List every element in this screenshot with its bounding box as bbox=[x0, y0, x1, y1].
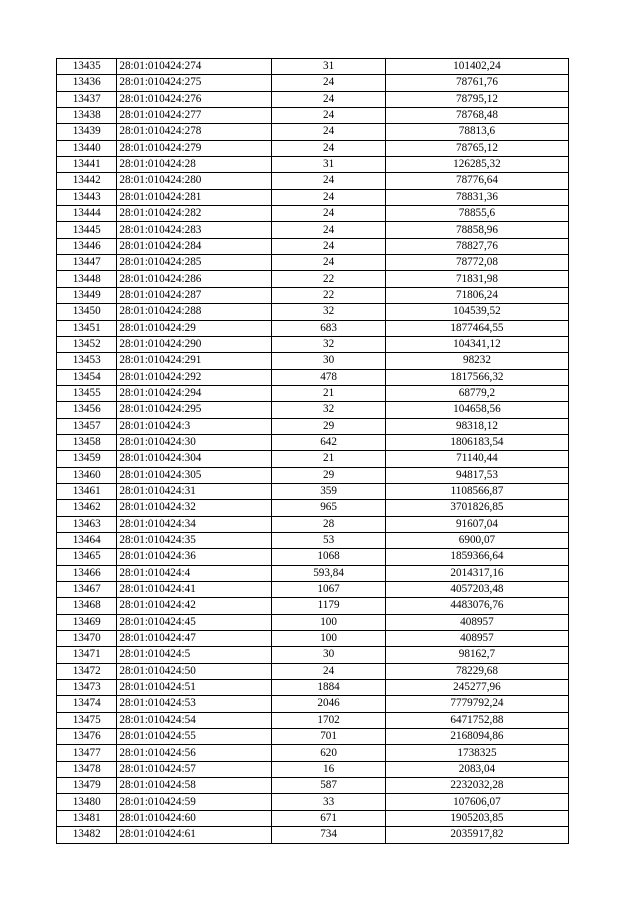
record-number-cell: 13469 bbox=[57, 614, 117, 630]
table-row bbox=[57, 369, 569, 385]
table-row bbox=[57, 434, 569, 450]
cadastral-value-cell: 7779792,24 bbox=[385, 696, 568, 712]
table-row bbox=[57, 712, 569, 728]
area-cell: 24 bbox=[272, 206, 386, 222]
cadastral-value-cell: 78813,6 bbox=[385, 124, 568, 140]
cadastral-value-cell: 1108566,87 bbox=[385, 483, 568, 499]
cadastral-number-cell: 28:01:010424:57 bbox=[117, 761, 272, 777]
record-number-cell: 13464 bbox=[57, 532, 117, 548]
cadastral-number-cell: 28:01:010424:282 bbox=[117, 206, 272, 222]
record-number-cell: 13466 bbox=[57, 565, 117, 581]
cadastral-number-cell: 28:01:010424:305 bbox=[117, 467, 272, 483]
table-row bbox=[57, 336, 569, 352]
area-cell: 24 bbox=[272, 108, 386, 124]
cadastral-number-cell: 28:01:010424:41 bbox=[117, 582, 272, 598]
cadastral-value-cell: 71140,44 bbox=[385, 451, 568, 467]
table-row bbox=[57, 320, 569, 336]
record-number-cell: 13451 bbox=[57, 320, 117, 336]
cadastral-number-cell: 28:01:010424:53 bbox=[117, 696, 272, 712]
table-row bbox=[57, 810, 569, 826]
record-number-cell: 13452 bbox=[57, 336, 117, 352]
cadastral-value-cell: 1806183,54 bbox=[385, 434, 568, 450]
record-number-cell: 13472 bbox=[57, 663, 117, 679]
area-cell: 24 bbox=[272, 255, 386, 271]
record-number-cell: 13442 bbox=[57, 173, 117, 189]
area-cell: 31 bbox=[272, 59, 386, 75]
table-row bbox=[57, 631, 569, 647]
cadastral-value-cell: 126285,32 bbox=[385, 157, 568, 173]
table-row bbox=[57, 582, 569, 598]
area-cell: 587 bbox=[272, 778, 386, 794]
table-row bbox=[57, 500, 569, 516]
record-number-cell: 13468 bbox=[57, 598, 117, 614]
table-row bbox=[57, 304, 569, 320]
cadastral-number-cell: 28:01:010424:288 bbox=[117, 304, 272, 320]
cadastral-number-cell: 28:01:010424:279 bbox=[117, 140, 272, 156]
cadastral-value-cell: 1877464,55 bbox=[385, 320, 568, 336]
cadastral-value-cell: 2232032,28 bbox=[385, 778, 568, 794]
cadastral-number-cell: 28:01:010424:281 bbox=[117, 189, 272, 205]
area-cell: 620 bbox=[272, 745, 386, 761]
cadastral-number-cell: 28:01:010424:29 bbox=[117, 320, 272, 336]
area-cell: 32 bbox=[272, 304, 386, 320]
area-cell: 24 bbox=[272, 173, 386, 189]
record-number-cell: 13474 bbox=[57, 696, 117, 712]
record-number-cell: 13446 bbox=[57, 238, 117, 254]
area-cell: 1068 bbox=[272, 549, 386, 565]
cadastral-number-cell: 28:01:010424:42 bbox=[117, 598, 272, 614]
cadastral-value-cell: 245277,96 bbox=[385, 680, 568, 696]
cadastral-number-cell: 28:01:010424:55 bbox=[117, 729, 272, 745]
cadastral-value-cell: 78776,64 bbox=[385, 173, 568, 189]
table-row bbox=[57, 483, 569, 499]
cadastral-number-cell: 28:01:010424:5 bbox=[117, 647, 272, 663]
area-cell: 32 bbox=[272, 402, 386, 418]
record-number-cell: 13471 bbox=[57, 647, 117, 663]
cadastral-value-cell: 1738325 bbox=[385, 745, 568, 761]
area-cell: 1179 bbox=[272, 598, 386, 614]
table-row bbox=[57, 549, 569, 565]
table-row bbox=[57, 565, 569, 581]
cadastral-value-cell: 78229,68 bbox=[385, 663, 568, 679]
table-row bbox=[57, 189, 569, 205]
area-cell: 100 bbox=[272, 614, 386, 630]
area-cell: 24 bbox=[272, 140, 386, 156]
table-row bbox=[57, 385, 569, 401]
cadastral-value-cell: 78765,12 bbox=[385, 140, 568, 156]
record-number-cell: 13480 bbox=[57, 794, 117, 810]
cadastral-value-cell: 1817566,32 bbox=[385, 369, 568, 385]
cadastral-value-cell: 78858,96 bbox=[385, 222, 568, 238]
cadastral-value-cell: 2168094,86 bbox=[385, 729, 568, 745]
record-number-cell: 13443 bbox=[57, 189, 117, 205]
cadastral-number-cell: 28:01:010424:30 bbox=[117, 434, 272, 450]
cadastral-number-cell: 28:01:010424:31 bbox=[117, 483, 272, 499]
area-cell: 53 bbox=[272, 532, 386, 548]
cadastral-value-cell: 101402,24 bbox=[385, 59, 568, 75]
cadastral-value-cell: 78827,76 bbox=[385, 238, 568, 254]
cadastral-number-cell: 28:01:010424:51 bbox=[117, 680, 272, 696]
area-cell: 1067 bbox=[272, 582, 386, 598]
table-row bbox=[57, 467, 569, 483]
cadastral-value-cell: 104658,56 bbox=[385, 402, 568, 418]
cadastral-value-cell: 104341,12 bbox=[385, 336, 568, 352]
cadastral-number-cell: 28:01:010424:277 bbox=[117, 108, 272, 124]
table-row bbox=[57, 663, 569, 679]
area-cell: 24 bbox=[272, 91, 386, 107]
cadastral-number-cell: 28:01:010424:280 bbox=[117, 173, 272, 189]
area-cell: 701 bbox=[272, 729, 386, 745]
table-body bbox=[57, 59, 569, 844]
cadastral-number-cell: 28:01:010424:36 bbox=[117, 549, 272, 565]
table-row bbox=[57, 157, 569, 173]
cadastral-number-cell: 28:01:010424:274 bbox=[117, 59, 272, 75]
cadastral-number-cell: 28:01:010424:28 bbox=[117, 157, 272, 173]
record-number-cell: 13475 bbox=[57, 712, 117, 728]
cadastral-value-cell: 408957 bbox=[385, 631, 568, 647]
cadastral-value-cell: 78795,12 bbox=[385, 91, 568, 107]
table-row bbox=[57, 532, 569, 548]
area-cell: 22 bbox=[272, 287, 386, 303]
cadastral-value-cell: 78768,48 bbox=[385, 108, 568, 124]
cadastral-number-cell: 28:01:010424:61 bbox=[117, 827, 272, 843]
cadastral-number-cell: 28:01:010424:54 bbox=[117, 712, 272, 728]
cadastral-number-cell: 28:01:010424:292 bbox=[117, 369, 272, 385]
table-row bbox=[57, 647, 569, 663]
record-number-cell: 13458 bbox=[57, 434, 117, 450]
record-number-cell: 13473 bbox=[57, 680, 117, 696]
record-number-cell: 13438 bbox=[57, 108, 117, 124]
table-row bbox=[57, 353, 569, 369]
cadastral-value-table bbox=[56, 58, 569, 844]
table-row bbox=[57, 761, 569, 777]
table-row bbox=[57, 418, 569, 434]
cadastral-number-cell: 28:01:010424:56 bbox=[117, 745, 272, 761]
table-row bbox=[57, 696, 569, 712]
record-number-cell: 13435 bbox=[57, 59, 117, 75]
cadastral-value-cell: 2035917,82 bbox=[385, 827, 568, 843]
record-number-cell: 13457 bbox=[57, 418, 117, 434]
cadastral-value-cell: 94817,53 bbox=[385, 467, 568, 483]
table-row bbox=[57, 91, 569, 107]
record-number-cell: 13456 bbox=[57, 402, 117, 418]
table-row bbox=[57, 140, 569, 156]
cadastral-number-cell: 28:01:010424:294 bbox=[117, 385, 272, 401]
record-number-cell: 13462 bbox=[57, 500, 117, 516]
table-row bbox=[57, 75, 569, 91]
cadastral-value-cell: 4057203,48 bbox=[385, 582, 568, 598]
cadastral-value-cell: 78831,36 bbox=[385, 189, 568, 205]
area-cell: 100 bbox=[272, 631, 386, 647]
cadastral-number-cell: 28:01:010424:4 bbox=[117, 565, 272, 581]
record-number-cell: 13441 bbox=[57, 157, 117, 173]
area-cell: 1884 bbox=[272, 680, 386, 696]
cadastral-number-cell: 28:01:010424:59 bbox=[117, 794, 272, 810]
record-number-cell: 13436 bbox=[57, 75, 117, 91]
table-row bbox=[57, 680, 569, 696]
record-number-cell: 13440 bbox=[57, 140, 117, 156]
table-row bbox=[57, 206, 569, 222]
record-number-cell: 13450 bbox=[57, 304, 117, 320]
area-cell: 24 bbox=[272, 222, 386, 238]
table-row bbox=[57, 287, 569, 303]
area-cell: 671 bbox=[272, 810, 386, 826]
cadastral-value-cell: 71806,24 bbox=[385, 287, 568, 303]
area-cell: 30 bbox=[272, 353, 386, 369]
table-row bbox=[57, 124, 569, 140]
cadastral-value-cell: 104539,52 bbox=[385, 304, 568, 320]
table-row bbox=[57, 451, 569, 467]
cadastral-number-cell: 28:01:010424:284 bbox=[117, 238, 272, 254]
area-cell: 683 bbox=[272, 320, 386, 336]
cadastral-number-cell: 28:01:010424:304 bbox=[117, 451, 272, 467]
area-cell: 24 bbox=[272, 124, 386, 140]
area-cell: 29 bbox=[272, 418, 386, 434]
record-number-cell: 13463 bbox=[57, 516, 117, 532]
record-number-cell: 13449 bbox=[57, 287, 117, 303]
table-row bbox=[57, 827, 569, 843]
record-number-cell: 13470 bbox=[57, 631, 117, 647]
area-cell: 28 bbox=[272, 516, 386, 532]
record-number-cell: 13459 bbox=[57, 451, 117, 467]
cadastral-number-cell: 28:01:010424:285 bbox=[117, 255, 272, 271]
cadastral-number-cell: 28:01:010424:3 bbox=[117, 418, 272, 434]
cadastral-value-cell: 1859366,64 bbox=[385, 549, 568, 565]
table-row bbox=[57, 614, 569, 630]
area-cell: 2046 bbox=[272, 696, 386, 712]
area-cell: 24 bbox=[272, 663, 386, 679]
area-cell: 24 bbox=[272, 189, 386, 205]
cadastral-value-cell: 78772,08 bbox=[385, 255, 568, 271]
table-row bbox=[57, 778, 569, 794]
cadastral-number-cell: 28:01:010424:47 bbox=[117, 631, 272, 647]
record-number-cell: 13479 bbox=[57, 778, 117, 794]
cadastral-value-cell: 2083,04 bbox=[385, 761, 568, 777]
cadastral-number-cell: 28:01:010424:287 bbox=[117, 287, 272, 303]
cadastral-value-cell: 4483076,76 bbox=[385, 598, 568, 614]
cadastral-value-cell: 6471752,88 bbox=[385, 712, 568, 728]
cadastral-number-cell: 28:01:010424:60 bbox=[117, 810, 272, 826]
area-cell: 33 bbox=[272, 794, 386, 810]
area-cell: 359 bbox=[272, 483, 386, 499]
record-number-cell: 13444 bbox=[57, 206, 117, 222]
table-row bbox=[57, 59, 569, 75]
cadastral-number-cell: 28:01:010424:291 bbox=[117, 353, 272, 369]
area-cell: 21 bbox=[272, 385, 386, 401]
area-cell: 16 bbox=[272, 761, 386, 777]
record-number-cell: 13437 bbox=[57, 91, 117, 107]
record-number-cell: 13439 bbox=[57, 124, 117, 140]
record-number-cell: 13478 bbox=[57, 761, 117, 777]
cadastral-number-cell: 28:01:010424:45 bbox=[117, 614, 272, 630]
cadastral-value-cell: 107606,07 bbox=[385, 794, 568, 810]
area-cell: 31 bbox=[272, 157, 386, 173]
area-cell: 24 bbox=[272, 238, 386, 254]
cadastral-number-cell: 28:01:010424:278 bbox=[117, 124, 272, 140]
area-cell: 32 bbox=[272, 336, 386, 352]
record-number-cell: 13445 bbox=[57, 222, 117, 238]
cadastral-number-cell: 28:01:010424:286 bbox=[117, 271, 272, 287]
record-number-cell: 13482 bbox=[57, 827, 117, 843]
table-row bbox=[57, 108, 569, 124]
record-number-cell: 13448 bbox=[57, 271, 117, 287]
cadastral-value-cell: 3701826,85 bbox=[385, 500, 568, 516]
cadastral-number-cell: 28:01:010424:290 bbox=[117, 336, 272, 352]
cadastral-value-cell: 408957 bbox=[385, 614, 568, 630]
cadastral-value-cell: 98162,7 bbox=[385, 647, 568, 663]
table-row bbox=[57, 173, 569, 189]
table-row bbox=[57, 794, 569, 810]
area-cell: 734 bbox=[272, 827, 386, 843]
record-number-cell: 13460 bbox=[57, 467, 117, 483]
table-row bbox=[57, 729, 569, 745]
record-number-cell: 13455 bbox=[57, 385, 117, 401]
area-cell: 965 bbox=[272, 500, 386, 516]
record-number-cell: 13467 bbox=[57, 582, 117, 598]
cadastral-value-cell: 98232 bbox=[385, 353, 568, 369]
cadastral-value-cell: 98318,12 bbox=[385, 418, 568, 434]
table-row bbox=[57, 255, 569, 271]
record-number-cell: 13476 bbox=[57, 729, 117, 745]
area-cell: 24 bbox=[272, 75, 386, 91]
table-row bbox=[57, 745, 569, 761]
cadastral-number-cell: 28:01:010424:58 bbox=[117, 778, 272, 794]
cadastral-number-cell: 28:01:010424:283 bbox=[117, 222, 272, 238]
area-cell: 642 bbox=[272, 434, 386, 450]
cadastral-value-cell: 91607,04 bbox=[385, 516, 568, 532]
cadastral-value-cell: 1905203,85 bbox=[385, 810, 568, 826]
record-number-cell: 13447 bbox=[57, 255, 117, 271]
area-cell: 22 bbox=[272, 271, 386, 287]
table-row bbox=[57, 516, 569, 532]
area-cell: 30 bbox=[272, 647, 386, 663]
table-row bbox=[57, 238, 569, 254]
table-row bbox=[57, 598, 569, 614]
area-cell: 593,84 bbox=[272, 565, 386, 581]
record-number-cell: 13477 bbox=[57, 745, 117, 761]
record-number-cell: 13465 bbox=[57, 549, 117, 565]
cadastral-number-cell: 28:01:010424:275 bbox=[117, 75, 272, 91]
area-cell: 29 bbox=[272, 467, 386, 483]
cadastral-value-cell: 6900,07 bbox=[385, 532, 568, 548]
record-number-cell: 13454 bbox=[57, 369, 117, 385]
cadastral-number-cell: 28:01:010424:295 bbox=[117, 402, 272, 418]
record-number-cell: 13481 bbox=[57, 810, 117, 826]
cadastral-value-cell: 78855,6 bbox=[385, 206, 568, 222]
area-cell: 478 bbox=[272, 369, 386, 385]
area-cell: 21 bbox=[272, 451, 386, 467]
area-cell: 1702 bbox=[272, 712, 386, 728]
cadastral-number-cell: 28:01:010424:35 bbox=[117, 532, 272, 548]
cadastral-number-cell: 28:01:010424:32 bbox=[117, 500, 272, 516]
record-number-cell: 13461 bbox=[57, 483, 117, 499]
cadastral-number-cell: 28:01:010424:50 bbox=[117, 663, 272, 679]
table-row bbox=[57, 222, 569, 238]
cadastral-number-cell: 28:01:010424:34 bbox=[117, 516, 272, 532]
table-row bbox=[57, 271, 569, 287]
cadastral-value-cell: 2014317,16 bbox=[385, 565, 568, 581]
table-row bbox=[57, 402, 569, 418]
cadastral-number-cell: 28:01:010424:276 bbox=[117, 91, 272, 107]
cadastral-value-cell: 71831,98 bbox=[385, 271, 568, 287]
record-number-cell: 13453 bbox=[57, 353, 117, 369]
cadastral-value-cell: 68779,2 bbox=[385, 385, 568, 401]
cadastral-value-cell: 78761,76 bbox=[385, 75, 568, 91]
